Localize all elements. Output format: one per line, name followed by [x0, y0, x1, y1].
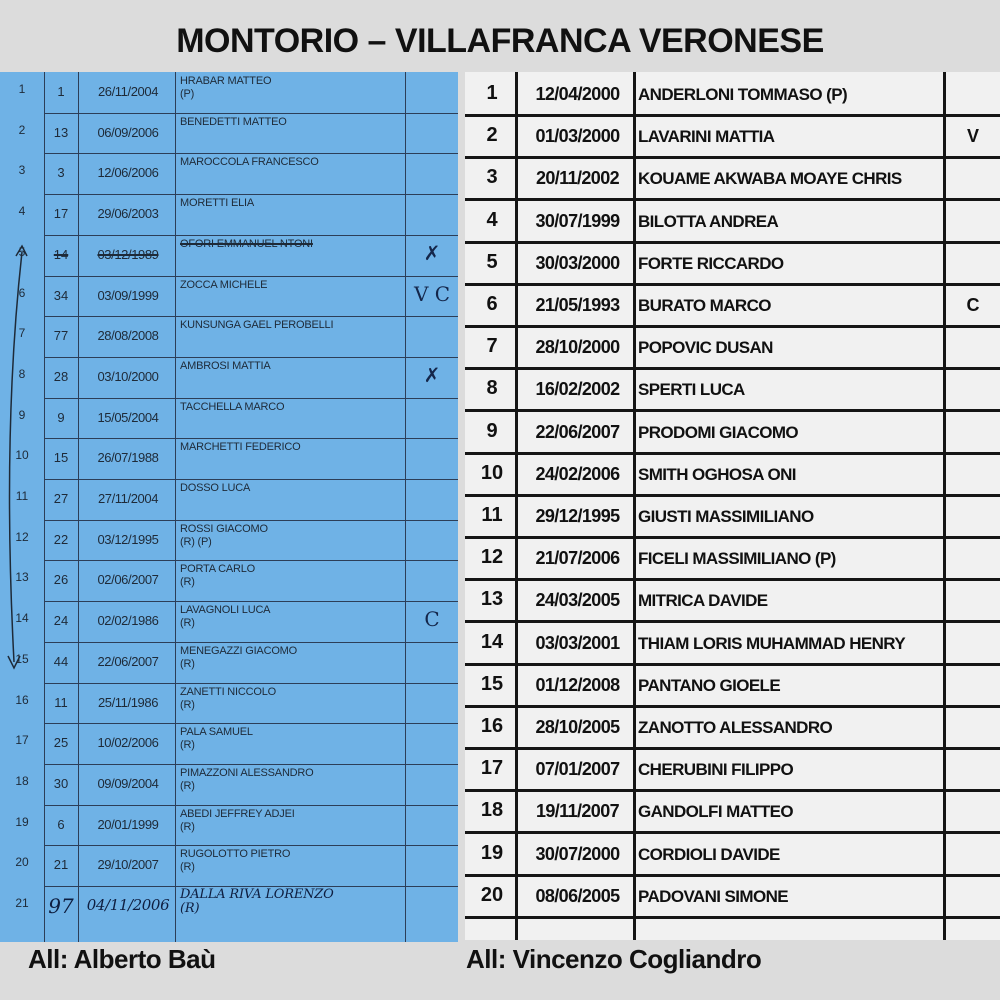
table-row: [0, 438, 458, 478]
player-name: MARCHETTI FEDERICO: [180, 441, 301, 454]
player-name: MITRICA DAVIDE: [638, 591, 768, 611]
birth-date: 24/03/2005: [535, 590, 620, 611]
row-index: 16: [480, 715, 504, 737]
player-name: PORTA CARLO: [180, 563, 256, 576]
row-index: 10: [15, 448, 29, 463]
row-index: 6: [18, 285, 26, 300]
birth-date: 30/07/1999: [535, 210, 620, 231]
row-index: 13: [15, 570, 29, 585]
shirt-number: 28: [53, 368, 69, 384]
table-row: [0, 276, 458, 316]
player-name: HRABAR MATTEO: [180, 75, 272, 87]
player-name: RUGOLOTTO PIETRO: [180, 848, 291, 861]
row-index: 17: [15, 733, 29, 748]
player-cell: [180, 726, 405, 752]
table-row: [465, 750, 1000, 792]
row-divider: [44, 194, 458, 195]
player-name: CORDIOLI DAVIDE: [638, 844, 780, 864]
player-cell: [180, 401, 405, 414]
table-row: [465, 159, 1000, 201]
shirt-number: 14: [53, 246, 69, 262]
table-row: [0, 845, 458, 885]
row-divider: [44, 113, 458, 114]
row-divider: [44, 316, 458, 317]
birth-date: 01/12/2008: [535, 674, 620, 695]
player-name: ZOCCA MICHELE: [180, 278, 268, 291]
player-name: TACCHELLA MARCO: [180, 400, 285, 413]
shirt-number: 17: [53, 206, 69, 222]
row-index: 4: [18, 204, 26, 219]
birth-date: 30/07/2000: [535, 843, 620, 864]
row-divider: [44, 479, 458, 480]
birth-date: 28/08/2008: [97, 328, 159, 344]
row-divider: [44, 153, 458, 154]
player-role: (R): [180, 617, 195, 630]
row-divider: [44, 601, 458, 602]
player-name: OFORI EMMANUEL NTONI: [180, 237, 313, 250]
shirt-number: 27: [53, 491, 69, 506]
table-row: [465, 75, 1000, 117]
table-row: [465, 835, 1000, 877]
player-name: KOUAME AKWABA MOAYE CHRIS: [638, 169, 902, 189]
player-name: ROSSI GIACOMO: [180, 522, 268, 535]
player-role: (P): [180, 88, 195, 100]
table-row: [0, 479, 458, 519]
birth-date: 04/11/2006: [86, 896, 170, 914]
player-cell: [180, 482, 405, 495]
player-cell: [180, 197, 405, 210]
table-row: [465, 708, 1000, 750]
row-divider: [44, 235, 458, 236]
birth-date: 20/01/1999: [97, 816, 159, 832]
birth-date: 19/11/2007: [535, 801, 620, 822]
shirt-number: 24: [53, 613, 69, 629]
row-index: 12: [480, 546, 504, 569]
table-row: [465, 792, 1000, 834]
player-name: PRODOMI GIACOMO: [638, 422, 799, 442]
player-role: (R): [180, 657, 195, 670]
home-coach-label: All: Alberto Baù: [28, 944, 216, 974]
player-name: ZANETTI NICCOLO: [180, 685, 277, 698]
row-index: 18: [15, 773, 29, 788]
captain-mark: C: [966, 295, 980, 315]
birth-date: 27/11/2004: [97, 491, 159, 506]
player-name: BENEDETTI MATTEO: [180, 115, 287, 128]
table-row: [0, 520, 458, 560]
row-index: 21: [15, 896, 29, 910]
birth-date: 25/11/1986: [97, 694, 159, 710]
shirt-number: 26: [53, 572, 69, 588]
row-divider: [44, 438, 458, 439]
row-index: 8: [18, 366, 26, 381]
row-divider: [44, 276, 458, 277]
birth-date: 16/02/2002: [535, 379, 620, 400]
row-index: 13: [480, 588, 504, 611]
player-name: PADOVANI SIMONE: [638, 886, 788, 906]
birth-date: 12/06/2006: [97, 165, 159, 181]
birth-date: 21/05/1993: [535, 295, 620, 315]
table-row: [465, 117, 1000, 159]
birth-date: 02/06/2007: [97, 572, 159, 588]
table-row: [465, 666, 1000, 708]
row-divider: [44, 683, 458, 684]
birth-date: 26/11/2004: [97, 84, 159, 99]
row-index: 14: [15, 611, 29, 626]
birth-date: 30/03/2000: [535, 252, 620, 273]
table-row: [0, 357, 458, 397]
player-cell: [180, 75, 405, 101]
away-team-sheet: [465, 72, 1000, 940]
row-index: 19: [15, 814, 29, 829]
row-index: 12: [15, 529, 29, 544]
player-name: ANDERLONI TOMMASO (P): [638, 85, 848, 104]
birth-date: 01/03/2000: [535, 126, 620, 147]
row-index: 11: [15, 489, 29, 503]
table-row: [0, 194, 458, 234]
row-index: 16: [15, 692, 29, 707]
row-index: 9: [18, 407, 26, 422]
player-role: (R): [180, 698, 195, 711]
row-divider: [44, 642, 458, 643]
captain-mark: V C: [413, 281, 451, 306]
birth-date: 29/10/2007: [97, 857, 159, 873]
birth-date: 21/07/2006: [535, 548, 620, 569]
player-name: THIAM LORIS MUHAMMAD HENRY: [638, 633, 906, 653]
home-team-sheet: [0, 72, 458, 942]
row-index: 15: [480, 672, 504, 695]
table-row: [0, 235, 458, 275]
row-divider: [465, 916, 1000, 919]
table-row: [0, 723, 458, 763]
captain-mark: C: [424, 607, 440, 632]
birth-date: 09/09/2004: [97, 775, 159, 791]
birth-date: 15/05/2004: [97, 409, 159, 425]
table-row: [0, 72, 458, 112]
row-divider: [44, 398, 458, 399]
birth-date: 03/03/2001: [535, 632, 620, 653]
birth-date: 06/09/2006: [97, 124, 159, 140]
player-role: (R): [180, 739, 195, 752]
table-row: [465, 539, 1000, 581]
row-index: 19: [480, 841, 504, 864]
row-index: 15: [15, 651, 29, 666]
player-name: POPOVIC DUSAN: [638, 338, 773, 358]
row-index: 2: [486, 124, 498, 147]
shirt-number: 22: [53, 531, 69, 547]
row-index: 10: [480, 461, 504, 484]
shirt-number: 34: [53, 287, 69, 303]
page-title: MONTORIO – VILLAFRANCA VERONESE: [176, 22, 824, 60]
player-cell: [180, 238, 405, 251]
player-name: PALA SAMUEL: [180, 726, 253, 739]
row-index: 7: [18, 326, 26, 341]
row-divider: [44, 805, 458, 806]
player-name: ZANOTTO ALESSANDRO: [638, 718, 833, 737]
table-row: [465, 455, 1000, 497]
row-index: 20: [15, 855, 29, 870]
player-cell: [180, 523, 405, 549]
table-row: [465, 877, 1000, 919]
player-cell: [180, 808, 405, 834]
table-row: [0, 805, 458, 845]
player-cell: [180, 686, 405, 712]
birth-date: 03/12/1989: [97, 246, 159, 262]
shirt-number: 30: [53, 775, 69, 791]
birth-date: 28/10/2005: [535, 717, 620, 737]
table-row: [0, 153, 458, 193]
player-role: (R): [180, 576, 195, 589]
player-role: (R) (P): [180, 535, 212, 548]
shirt-number: 25: [53, 735, 69, 751]
birth-date: 08/06/2005: [535, 885, 620, 906]
player-name: MAROCCOLA FRANCESCO: [180, 156, 319, 169]
shirt-number: 13: [53, 124, 69, 140]
row-index: 18: [480, 799, 504, 822]
row-index: 8: [486, 377, 498, 400]
birth-date: 07/01/2007: [535, 759, 620, 780]
player-cell: [180, 156, 405, 169]
table-row: [465, 413, 1000, 455]
captain-mark: ✗: [423, 240, 441, 265]
table-row: [0, 683, 458, 723]
row-index: 6: [486, 293, 498, 315]
birth-date: 03/12/1995: [97, 531, 159, 547]
player-role: (R): [180, 820, 195, 833]
birth-date: 03/09/1999: [97, 287, 159, 303]
table-row: [465, 286, 1000, 328]
player-cell: [180, 319, 405, 332]
shirt-number: 11: [54, 694, 68, 710]
table-row: [465, 581, 1000, 623]
player-name: LAVAGNOLI LUCA: [180, 604, 271, 617]
row-index: 3: [486, 166, 498, 189]
player-role: (R): [180, 779, 195, 792]
table-row: [0, 601, 458, 641]
birth-date: 28/10/2000: [535, 337, 620, 358]
birth-date: 02/02/1986: [97, 613, 159, 629]
table-row: [465, 244, 1000, 286]
row-index: 7: [486, 335, 498, 358]
player-name: GIUSTI MASSIMILIANO: [638, 507, 814, 526]
table-row: [0, 764, 458, 804]
player-cell: [180, 604, 405, 630]
row-index: 2: [18, 122, 26, 137]
row-index: 1: [486, 82, 498, 104]
captain-mark: ✗: [423, 362, 441, 387]
row-divider: [44, 357, 458, 358]
player-name: AMBROSI MATTIA: [180, 359, 271, 372]
player-name: CHERUBINI FILIPPO: [638, 760, 794, 780]
player-cell: [180, 767, 405, 793]
table-row: [465, 370, 1000, 412]
player-cell: [180, 116, 405, 129]
table-row: [0, 316, 458, 356]
player-cell: [180, 645, 405, 671]
row-divider: [44, 886, 458, 887]
birth-date: 10/02/2006: [97, 735, 159, 751]
captain-mark: V: [966, 126, 979, 147]
shirt-number: 9: [57, 409, 65, 425]
row-index: 4: [486, 208, 498, 231]
substitution-arrow-icon: [0, 232, 40, 692]
table-row: [0, 886, 458, 926]
row-index: 3: [18, 163, 26, 178]
shirt-number: 15: [53, 450, 69, 466]
shirt-number: 44: [53, 653, 69, 669]
row-index: 5: [486, 250, 498, 273]
player-cell: [180, 563, 405, 589]
table-row: [0, 560, 458, 600]
table-row: [465, 624, 1000, 666]
row-divider: [44, 560, 458, 561]
player-name: ABEDI JEFFREY ADJEI: [180, 807, 295, 820]
player-name: LAVARINI MATTIA: [638, 127, 775, 147]
player-name: MORETTI ELIA: [180, 197, 254, 210]
player-name: SMITH OGHOSA ONI: [638, 464, 796, 484]
row-index: 5: [18, 244, 26, 259]
player-name: SPERTI LUCA: [638, 380, 745, 400]
player-cell: [180, 279, 405, 292]
row-divider: [44, 520, 458, 521]
birth-date: 12/04/2000: [535, 84, 620, 104]
birth-date: 26/07/1988: [97, 450, 159, 466]
birth-date: 20/11/2002: [535, 168, 620, 189]
row-index: 14: [480, 630, 504, 653]
row-divider: [44, 723, 458, 724]
shirt-number: 1: [57, 84, 65, 99]
table-row: [0, 642, 458, 682]
shirt-number: 77: [53, 328, 69, 344]
player-cell: [180, 441, 405, 454]
player-name: FORTE RICCARDO: [638, 253, 784, 273]
row-index: 17: [480, 757, 504, 780]
row-index: 9: [486, 419, 498, 442]
shirt-number: 97: [48, 894, 74, 918]
player-role: (R): [180, 861, 195, 874]
table-row: [465, 497, 1000, 539]
birth-date: 24/02/2006: [535, 463, 620, 484]
row-index: 11: [481, 504, 503, 526]
birth-date: 22/06/2007: [535, 421, 620, 442]
birth-date: 29/12/1995: [535, 506, 620, 526]
player-name: DALLA RIVA LORENZO: [180, 887, 334, 902]
shirt-number: 3: [57, 165, 65, 181]
player-name: KUNSUNGA GAEL PEROBELLI: [180, 319, 334, 332]
player-name: BILOTTA ANDREA: [638, 211, 779, 231]
player-name: GANDOLFI MATTEO: [638, 802, 793, 822]
player-name: MENEGAZZI GIACOMO: [180, 644, 297, 657]
table-row: [0, 398, 458, 438]
table-row: [465, 328, 1000, 370]
row-divider: [44, 764, 458, 765]
player-name: PIMAZZONI ALESSANDRO: [180, 766, 314, 779]
row-index: 1: [18, 82, 26, 96]
birth-date: 29/06/2003: [97, 206, 159, 222]
shirt-number: 6: [57, 816, 65, 832]
birth-date: 22/06/2007: [97, 653, 159, 669]
row-index: 20: [480, 883, 504, 906]
player-role: (R): [180, 901, 200, 916]
player-name: FICELI MASSIMILIANO (P): [638, 549, 836, 569]
player-cell: [180, 360, 405, 373]
player-name: PANTANO GIOELE: [638, 675, 781, 695]
table-row: [0, 113, 458, 153]
player-cell: [180, 848, 405, 874]
shirt-number: 21: [53, 857, 69, 873]
away-coach-label: All: Vincenzo Cogliandro: [466, 944, 762, 974]
player-cell: [180, 888, 405, 916]
birth-date: 03/10/2000: [97, 368, 159, 384]
table-row: [465, 202, 1000, 244]
row-divider: [44, 845, 458, 846]
player-name: BURATO MARCO: [638, 296, 771, 315]
player-name: DOSSO LUCA: [180, 482, 251, 494]
